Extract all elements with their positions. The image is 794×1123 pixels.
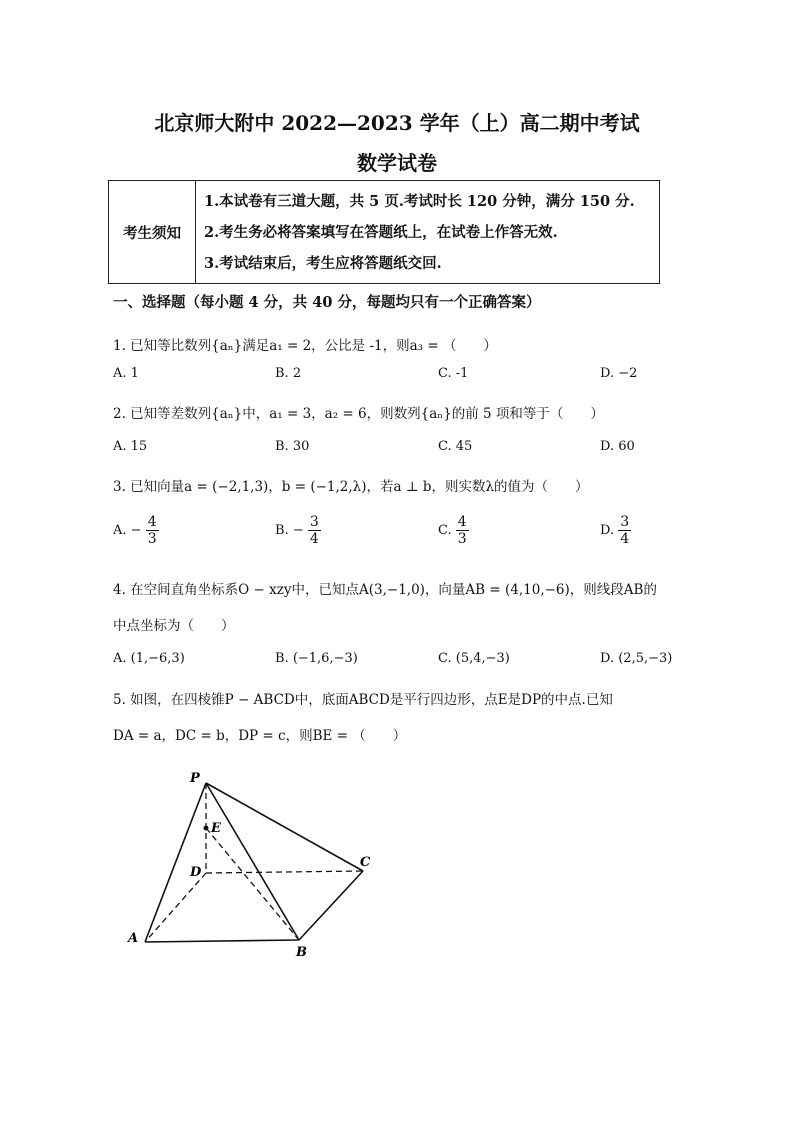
exam-title: 北京师大附中 2022—2023 学年（上）高二期中考试 <box>154 111 640 135</box>
edge-ab <box>145 940 299 942</box>
fraction-denominator: 4 <box>620 531 630 547</box>
edge-dc <box>206 871 363 873</box>
question-3-stem: 3. 已知向量a = (−2,1,3)，b = (−1,2,λ)，若a ⊥ b，则实数λ的值为（ ） <box>113 479 589 495</box>
pyramid-figure <box>120 765 390 965</box>
point-e <box>204 826 209 831</box>
edge-pb <box>206 783 299 940</box>
label-p: P <box>190 771 200 786</box>
question-3-option-c <box>438 514 469 547</box>
question-1-option-a: A. 1 <box>113 366 139 381</box>
question-1-stem: 1. 已知等比数列{aₙ}满足a₁ = 2，公比是 -1，则a₃ = （ ） <box>113 338 497 354</box>
question-4-stem-line2: 中点坐标为（ ） <box>113 618 235 634</box>
question-2-option-d: D. 60 <box>600 439 635 454</box>
option-prefix: A. <box>113 523 127 538</box>
fraction-numerator: 3 <box>309 514 319 530</box>
fraction-numerator: 4 <box>147 514 157 530</box>
question-5-stem-line1: 5. 如图，在四棱锥P − ABCD中，底面ABCD是平行四边形，点E是DP的中点.已知 <box>113 692 613 708</box>
notice-item-3: 3.考试结束后，考生应将答题纸交回. <box>204 254 442 272</box>
exam-subtitle: 数学试卷 <box>357 151 437 175</box>
fraction <box>308 514 321 547</box>
label-b: B <box>296 945 307 960</box>
question-1-option-c: C. -1 <box>438 366 469 381</box>
label-a: A <box>128 931 139 946</box>
fraction-numerator: 3 <box>620 514 630 530</box>
option-prefix: C. <box>438 523 452 538</box>
notice-item-1: 1.本试卷有三道大题，共 5 页.考试时长 120 分钟，满分 150 分. <box>204 192 635 210</box>
notice-item-2: 2.考生务必将答案填写在答题纸上，在试卷上作答无效. <box>204 223 558 241</box>
question-1-option-d: D. −2 <box>600 366 638 381</box>
question-1-option-b: B. 2 <box>275 366 302 381</box>
notice-table <box>108 180 660 284</box>
option-sign: − <box>292 523 304 538</box>
segment-be <box>206 828 299 940</box>
question-3-option-d <box>600 514 631 547</box>
option-sign: − <box>130 523 142 538</box>
fraction <box>618 514 631 547</box>
question-4-option-d: D. (2,5,−3) <box>600 651 673 666</box>
notice-items <box>196 181 660 284</box>
question-4-option-a: A. (1,−6,3) <box>113 651 185 666</box>
question-4-option-c: C. (5,4,−3) <box>438 651 510 666</box>
question-2-option-b: B. 30 <box>275 439 310 454</box>
label-c: C <box>360 855 371 870</box>
edge-pc <box>206 783 363 871</box>
fraction-denominator: 4 <box>309 531 319 547</box>
fraction <box>146 514 159 547</box>
fraction-denominator: 3 <box>457 531 467 547</box>
question-2-stem: 2. 已知等差数列{aₙ}中，a₁ = 3，a₂ = 6，则数列{aₙ}的前 5 项和等于（ ） <box>113 406 604 422</box>
fraction-denominator: 3 <box>147 531 157 547</box>
edge-da <box>145 873 206 942</box>
question-5-stem-line2: DA = a，DC = b，DP = c，则BE = （ ） <box>113 728 407 744</box>
fraction-numerator: 4 <box>457 514 467 530</box>
question-3-option-a <box>113 514 159 547</box>
question-3-option-b <box>275 514 321 547</box>
question-4-stem-line1: 4. 在空间直角坐标系O − xzy中，已知点A(3,−1,0)，向量AB = (4,10,−6)，则线段AB的 <box>113 582 657 598</box>
question-4-option-b: B. (−1,6,−3) <box>275 651 358 666</box>
option-prefix: B. <box>275 523 289 538</box>
edge-bc <box>299 871 363 940</box>
section-heading: 一、选择题（每小题 4 分，共 40 分，每题均只有一个正确答案） <box>113 294 541 311</box>
notice-label: 考生须知 <box>109 181 196 284</box>
fraction <box>456 514 469 547</box>
question-2-option-a: A. 15 <box>113 439 148 454</box>
edge-pa <box>145 783 206 942</box>
label-d: D <box>190 865 202 880</box>
option-prefix: D. <box>600 523 615 538</box>
question-2-option-c: C. 45 <box>438 439 473 454</box>
label-e: E <box>211 821 221 836</box>
